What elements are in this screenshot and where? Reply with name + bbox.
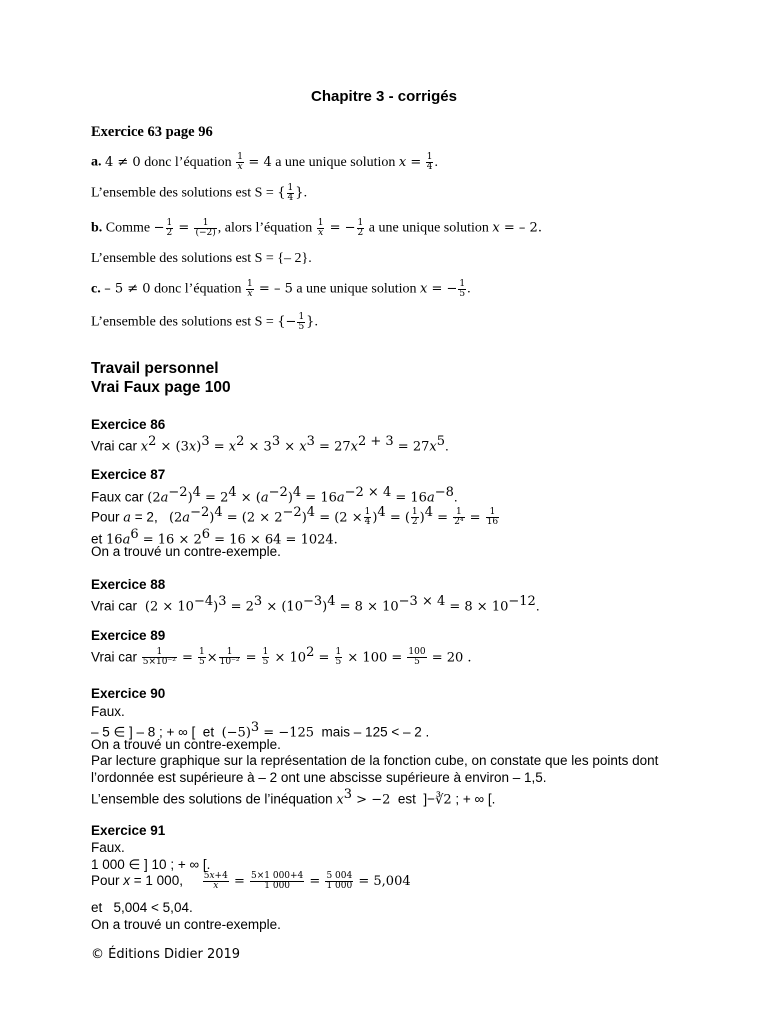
- exercise-63-b-set: L’ensemble des solutions est S = {– 2}.: [91, 251, 312, 266]
- exercise-86-text: Vrai car $x^2 \times (3x)^3 = x^2 \times 3^3 \times x^3 = 27x^{2 + 3} = 27x^5$.: [91, 434, 449, 455]
- exercise-87-line3: et $16a^6 = 16 \times 2^6 = 16 \times 64 = 1024$.: [91, 527, 338, 548]
- section-title: Travail personnel: [91, 360, 219, 377]
- exercise-91-line4: et 5,004 < 5,04.: [91, 900, 193, 915]
- exercise-63-heading: Exercice 63 page 96: [91, 124, 213, 140]
- exercise-90-line1: Faux.: [91, 704, 125, 719]
- exercise-88-heading: Exercice 88: [91, 577, 166, 592]
- exercise-63-b: b. Comme − $\frac{1}{2}$ = $\frac{1}{(-2)}$ , alors l’équation $\frac{1}{x}$ = − $\frac{1}{2}$ a une unique solution x = – 2.: [91, 218, 542, 238]
- exercise-91-line1: Faux.: [91, 840, 125, 855]
- exercise-88-text: Vrai car $(2 \times 10^{-4})^3 = 2^3 \times (10^{-3})^4 = 8 \times 10^{-3 \times 4} = 8 \times 10^{-12}$.: [91, 594, 540, 615]
- exercise-63-c: c. – 5 ≠ 0 donc l’équation $\frac{1}{x}$ = – 5 a une unique solution x = − $\frac{1}{5}$ .: [91, 279, 471, 299]
- exercise-90-line3: On a trouvé un contre-exemple.: [91, 737, 281, 752]
- page-title: Chapitre 3 - corrigés: [311, 88, 457, 105]
- exercise-63-c-set: L’ensemble des solutions est S = {− $\frac{1}{5}$ }.: [91, 312, 318, 332]
- exercise-90-line2: – 5 ∈ ] – 8 ; + ∞ [ et $(-5)^3 = -125$ mais – 125 < – 2 .: [91, 720, 430, 741]
- exercise-87-line4: On a trouvé un contre-exemple.: [91, 544, 281, 559]
- exercise-90-line4: Par lecture graphique sur la représentation de la fonction cube, on constate que les points dont: [91, 753, 659, 768]
- exercise-90-heading: Exercice 90: [91, 686, 166, 701]
- exercise-89-heading: Exercice 89: [91, 628, 166, 643]
- section-subtitle: Vrai Faux page 100: [91, 379, 231, 396]
- exercise-89-text: Vrai car $\frac{1}{\text{5×10⁻²}}$ = $\frac{1}{5}$ × $\frac{1}{\text{10⁻²}}$ = $\frac{1}{5}$ × $10^2$ = $\frac{1}{5}$ × 100 = $\frac{100}{5}$ = 20 .: [91, 645, 472, 668]
- exercise-63-a: [91, 153, 438, 172]
- exercise-87-heading: Exercice 87: [91, 467, 166, 482]
- exercise-90-line5: l’ordonnée est supérieure à – 2 ont une abscisse supérieure à environ – 1,5.: [91, 770, 547, 785]
- exercise-91-line2: 1 000 ∈ ] 10 ; + ∞ [.: [91, 857, 211, 872]
- exercise-63-a-text: 4 ≠ 0 donc l’équation $\frac{1}{x}$ = 4 a une unique solution x = $\frac{1}{4}$ .: [105, 152, 438, 172]
- exercise-87-line2: Pour a = 2, $(2a^{-2})^4 = (2 \times 2^{-2})^4 = (2$ × $\frac{1}{4}$ )$^4$ = ( $\frac{1}{2}$ )$^4$ = $\frac{1}{\text{2⁴}}$ = $\frac{1}{16}$: [91, 505, 499, 528]
- exercise-90-line6: L’ensemble des solutions de l’inéquation $x^3 > -2$ est ]−∛2 ; + ∞ [.: [91, 787, 496, 808]
- exercise-91-line3: Pour x = 1 000, $\frac{5x+4}{x}$ = $\frac{5\times 1 000+4}{1 000}$ = $\frac{5 004}{1 000}$ = 5,004: [91, 871, 411, 891]
- exercise-91-line5: On a trouvé un contre-exemple.: [91, 917, 281, 932]
- exercise-86-heading: Exercice 86: [91, 417, 166, 432]
- item-label-b: b.: [91, 220, 103, 236]
- exercise-63-a-set: L’ensemble des solutions est S = { $\frac{1}{4}$ }.: [91, 183, 308, 203]
- item-label-a: a.: [91, 154, 102, 170]
- exercise-91-heading: Exercice 91: [91, 823, 166, 838]
- item-label-c: c.: [91, 281, 101, 297]
- copyright-footer: © Éditions Didier 2019: [91, 947, 241, 962]
- exercise-87-line1: Faux car $(2a^{-2})^4 = 2^4 \times (a^{-2})^4 = 16a^{-2 \times 4} = 16a^{-8}$.: [91, 485, 458, 506]
